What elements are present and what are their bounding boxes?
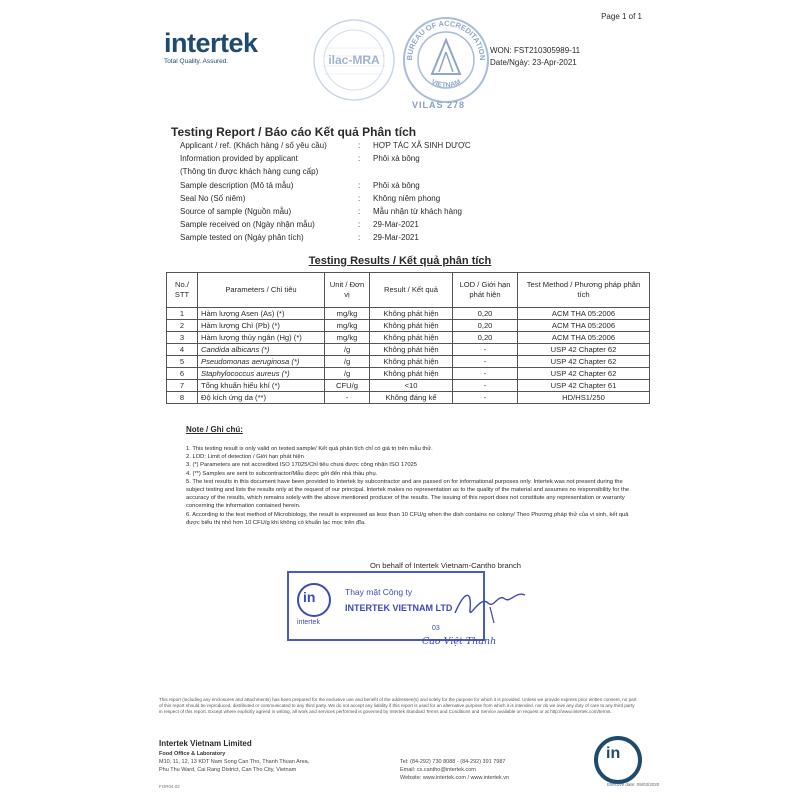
cell-no: 8 bbox=[167, 392, 198, 404]
signer-name: Cao Việt Thanh bbox=[422, 636, 497, 647]
cell-result: Không phát hiện bbox=[370, 320, 453, 332]
cell-result: Không đáng kể bbox=[370, 392, 453, 404]
note-item: 2. LOD: Limit of detection / Giới hạn phát hiện bbox=[186, 454, 304, 461]
ilac-text: ilac-MRA bbox=[328, 53, 380, 67]
info-value: Phôi xà bông bbox=[373, 180, 420, 190]
table-row bbox=[167, 368, 650, 380]
cell-parameter: Pseudomonas aeruginosa (*) bbox=[198, 356, 325, 368]
cell-method: ACM THA 05:2006 bbox=[518, 308, 650, 320]
cell-unit: /g bbox=[325, 356, 370, 368]
vilas-number: VILAS 278 bbox=[412, 100, 466, 110]
info-separator: : bbox=[358, 154, 361, 164]
info-label: Source of sample (Nguồn mẫu) bbox=[180, 207, 292, 217]
footer-disclaimer: This report (including any enclosures and attachments) has been prepared for the exclusive use and benefit of the addressee(s) and solely for the purpose for which it is provided. Unless we provide express prior written consent, no part of this report should be reproduced, distributed or communicated to any third party. We do not accept any liability if this report is used for an alternative purpose from which it is intended, nor do we owe any duty of care to any third party in respect of this report. Except where explicitly agreed in writing, all work and services performed is governed by Intertek Standard Terms and Conditions and Service available on request or at http://www.intertek.com/terms. bbox=[159, 697, 637, 714]
footer-logo-in-icon: in bbox=[606, 745, 621, 762]
info-separator: : bbox=[358, 193, 361, 203]
header-test-method: Test Method / Phương pháp phân tích bbox=[518, 273, 650, 308]
table-row bbox=[167, 332, 650, 344]
info-value: 29-Mar-2021 bbox=[373, 233, 419, 243]
info-label: Seal No (Số niêm) bbox=[180, 193, 246, 203]
results-header-row bbox=[167, 273, 650, 308]
info-label: Sample received on (Ngày nhận mẫu) bbox=[180, 220, 315, 230]
info-separator: : bbox=[358, 207, 361, 217]
stamp-brand: intertek bbox=[297, 619, 320, 626]
stamp-line-1: Thay mặt Công ty bbox=[345, 587, 413, 597]
won-number: WON: FST210305989-11 bbox=[490, 46, 581, 55]
cell-parameter: Hàm lượng Chì (Pb) (*) bbox=[198, 320, 325, 332]
cell-no: 6 bbox=[167, 368, 198, 380]
sample-info bbox=[180, 139, 471, 245]
handwritten-signature-icon bbox=[450, 585, 530, 625]
cell-method: USP 42 Chapter 62 bbox=[518, 368, 650, 380]
results-title: Testing Results / Kết quả phân tích bbox=[308, 255, 492, 267]
info-row bbox=[180, 139, 471, 152]
footer-company: Intertek Vietnam Limited bbox=[159, 739, 252, 748]
header-unit: Unit / Đơn vị bbox=[325, 273, 370, 308]
cell-lod: - bbox=[453, 344, 518, 356]
svg-text:VIETNAM bbox=[430, 79, 462, 90]
cell-method: USP 42 Chapter 62 bbox=[518, 344, 650, 356]
cell-method: USP 42 Chapter 62 bbox=[518, 356, 650, 368]
cell-method: HD/HS1/250 bbox=[518, 392, 650, 404]
info-separator: : bbox=[358, 233, 361, 243]
report-title: Testing Report / Báo cáo Kết quả Phân tích bbox=[171, 125, 417, 139]
table-row bbox=[167, 356, 650, 368]
info-row bbox=[180, 179, 471, 192]
note-item: 3. (*) Parameters are not accredited ISO 17025/Chỉ tiêu chưa được công nhận ISO 17025 bbox=[186, 462, 418, 469]
cell-no: 7 bbox=[167, 380, 198, 392]
info-separator: : bbox=[358, 141, 361, 150]
info-label: Information provided by applicant bbox=[180, 154, 298, 164]
notes-list bbox=[186, 445, 636, 527]
logo-wordmark: intertek bbox=[164, 28, 258, 58]
cell-unit: mg/kg bbox=[325, 320, 370, 332]
info-label: Sample description (Mô tả mẫu) bbox=[180, 180, 294, 190]
info-value: 29-Mar-2021 bbox=[373, 220, 419, 230]
info-value: HỢP TÁC XÃ SINH DƯỢC bbox=[373, 141, 471, 150]
cell-lod: 0,20 bbox=[453, 308, 518, 320]
info-separator: : bbox=[358, 220, 361, 230]
info-row bbox=[180, 152, 471, 165]
cell-lod: 0,20 bbox=[453, 332, 518, 344]
stamp-number: 03 bbox=[432, 625, 440, 632]
cell-lod: 0,20 bbox=[453, 320, 518, 332]
cell-method: USP 42 Chapter 61 bbox=[518, 380, 650, 392]
table-row bbox=[167, 308, 650, 320]
info-row bbox=[180, 218, 471, 231]
header-no: No./ STT bbox=[167, 273, 198, 308]
cell-parameter: Tổng khuẩn hiếu khí (*) bbox=[198, 380, 325, 392]
ilac-mra-seal-icon bbox=[312, 18, 396, 102]
logo-tagline: Total Quality. Assured. bbox=[164, 58, 229, 65]
info-label: (Thông tin được khách hàng cung cấp) bbox=[180, 167, 319, 177]
cell-result: Không phát hiện bbox=[370, 344, 453, 356]
note-item: 1. This testing result is only valid on tested sample/ Kết quả phân tích chỉ có giá trị trên mẫu thử. bbox=[186, 446, 433, 452]
footer-email: Email: cs.cantho@intertek.com bbox=[400, 767, 476, 773]
info-value: Mẫu nhận từ khách hàng bbox=[373, 207, 462, 217]
cell-lod: - bbox=[453, 356, 518, 368]
cell-no: 5 bbox=[167, 356, 198, 368]
report-ids bbox=[490, 45, 580, 69]
note-item: 5. The test results in this document have been provided to Intertek by subcontractor and are passed on for informational purposes only. Intertek was not present during the subject testing and lists the results only at the request of our principal. Intertek makes no representation as to the quality of the material and assumes no responsibility for the accuracy of the results, which remains solely with the above mentioned producer of the results. The issuing of this report does not constitute any representation or warranty concerning the information contained herein. bbox=[186, 478, 630, 510]
table-row bbox=[167, 344, 650, 356]
info-row bbox=[180, 192, 471, 205]
stamp-line-2: INTERTEK VIETNAM LTD bbox=[345, 603, 453, 613]
accreditation-seal-icon bbox=[402, 16, 490, 104]
header-parameters: Parameters / Chỉ tiêu bbox=[198, 273, 325, 308]
header-result: Result / Kết quả bbox=[370, 273, 453, 308]
results-table bbox=[166, 272, 650, 404]
info-separator: : bbox=[358, 180, 361, 190]
cell-method: ACM THA 05:2006 bbox=[518, 320, 650, 332]
report-date: Date/Ngày: 23-Apr-2021 bbox=[490, 58, 577, 67]
cell-method: ACM THA 05:2006 bbox=[518, 332, 650, 344]
page-number: Page 1 of 1 bbox=[601, 12, 642, 21]
on-behalf-text: On behalf of Intertek Vietnam-Cantho branch bbox=[370, 561, 521, 570]
notes-title: Note / Ghi chú: bbox=[186, 425, 243, 434]
info-row bbox=[180, 231, 471, 244]
vietnam-text: VIETNAM bbox=[430, 78, 462, 90]
cell-no: 2 bbox=[167, 320, 198, 332]
footer-address-1: M10, 11, 12, 13 KDT Nam Song Can Tho, Thanh Thuan Area, bbox=[159, 759, 310, 765]
bureau-text: BUREAU OF ACCREDITATION bbox=[404, 18, 488, 61]
cell-no: 1 bbox=[167, 308, 198, 320]
cell-result: Không phát hiện bbox=[370, 356, 453, 368]
cell-no: 3 bbox=[167, 332, 198, 344]
cell-unit: /g bbox=[325, 344, 370, 356]
footer-website: Website: www.intertek.com / www.intertek.vn bbox=[400, 775, 510, 781]
footer-address bbox=[159, 750, 309, 774]
cell-unit: /g bbox=[325, 368, 370, 380]
info-row bbox=[180, 165, 471, 178]
cell-result: Không phát hiện bbox=[370, 308, 453, 320]
cell-result: <10 bbox=[370, 380, 453, 392]
cell-parameter: Hàm lượng thủy ngân (Hg) (*) bbox=[198, 332, 325, 344]
cell-lod: - bbox=[453, 392, 518, 404]
cell-lod: - bbox=[453, 368, 518, 380]
footer-lab: Food Office & Laboratory bbox=[159, 751, 226, 757]
table-row bbox=[167, 320, 650, 332]
footer-address-2: Phu Thu Ward, Cai Rang District, Can Tho City, Vietnam bbox=[159, 767, 297, 773]
info-separator bbox=[358, 165, 373, 178]
cell-parameter: Staphylococcus aureus (*) bbox=[198, 368, 325, 380]
cell-parameter: Hàm lượng Asen (As) (*) bbox=[198, 308, 325, 320]
effective-date: Effective date: 09/03/2020 bbox=[607, 782, 660, 787]
table-row bbox=[167, 392, 650, 404]
cell-no: 4 bbox=[167, 344, 198, 356]
cell-unit: CFU/g bbox=[325, 380, 370, 392]
intertek-logo bbox=[164, 30, 258, 65]
footer-contact bbox=[400, 750, 509, 782]
cell-parameter: Candida albicans (*) bbox=[198, 344, 325, 356]
info-value: Phôi xà bông bbox=[373, 154, 420, 164]
cell-result: Không phát hiện bbox=[370, 332, 453, 344]
cell-unit: mg/kg bbox=[325, 308, 370, 320]
table-row bbox=[167, 380, 650, 392]
note-item: 4. (**) Samples are sent to subcontractor/Mẫu được gởi đến nhà thầu phụ. bbox=[186, 470, 378, 477]
cell-result: Không phát hiện bbox=[370, 368, 453, 380]
footer-tel: Tel: (84-292) 730 8088 - (84-292) 391 7987 bbox=[400, 759, 506, 765]
header-lod: LOD / Giới hạn phát hiện bbox=[453, 273, 518, 308]
info-value: Không niêm phong bbox=[373, 193, 441, 203]
cell-lod: - bbox=[453, 380, 518, 392]
info-row bbox=[180, 205, 471, 218]
cell-unit: mg/kg bbox=[325, 332, 370, 344]
note-item: 6. According to the test method of Microbiology, the result is expressed as less than 10 CFU/g when the dish contains no colony/ Theo Phương pháp thử của vi sinh, kết quả được biểu thị nhỏ hơn 10 CFU/g khi không có khuẩn lạc mọc trên đĩa. bbox=[186, 511, 629, 526]
cell-parameter: Độ kích ứng da (**) bbox=[198, 392, 325, 404]
info-label: Applicant / ref. (Khách hàng / số yêu cầu) bbox=[180, 141, 327, 150]
info-label: Sample tested on (Ngày phân tích) bbox=[180, 233, 304, 243]
stamp-in-icon: in bbox=[303, 589, 316, 605]
form-code: FOR04.02 bbox=[159, 784, 180, 789]
cell-unit: - bbox=[325, 392, 370, 404]
